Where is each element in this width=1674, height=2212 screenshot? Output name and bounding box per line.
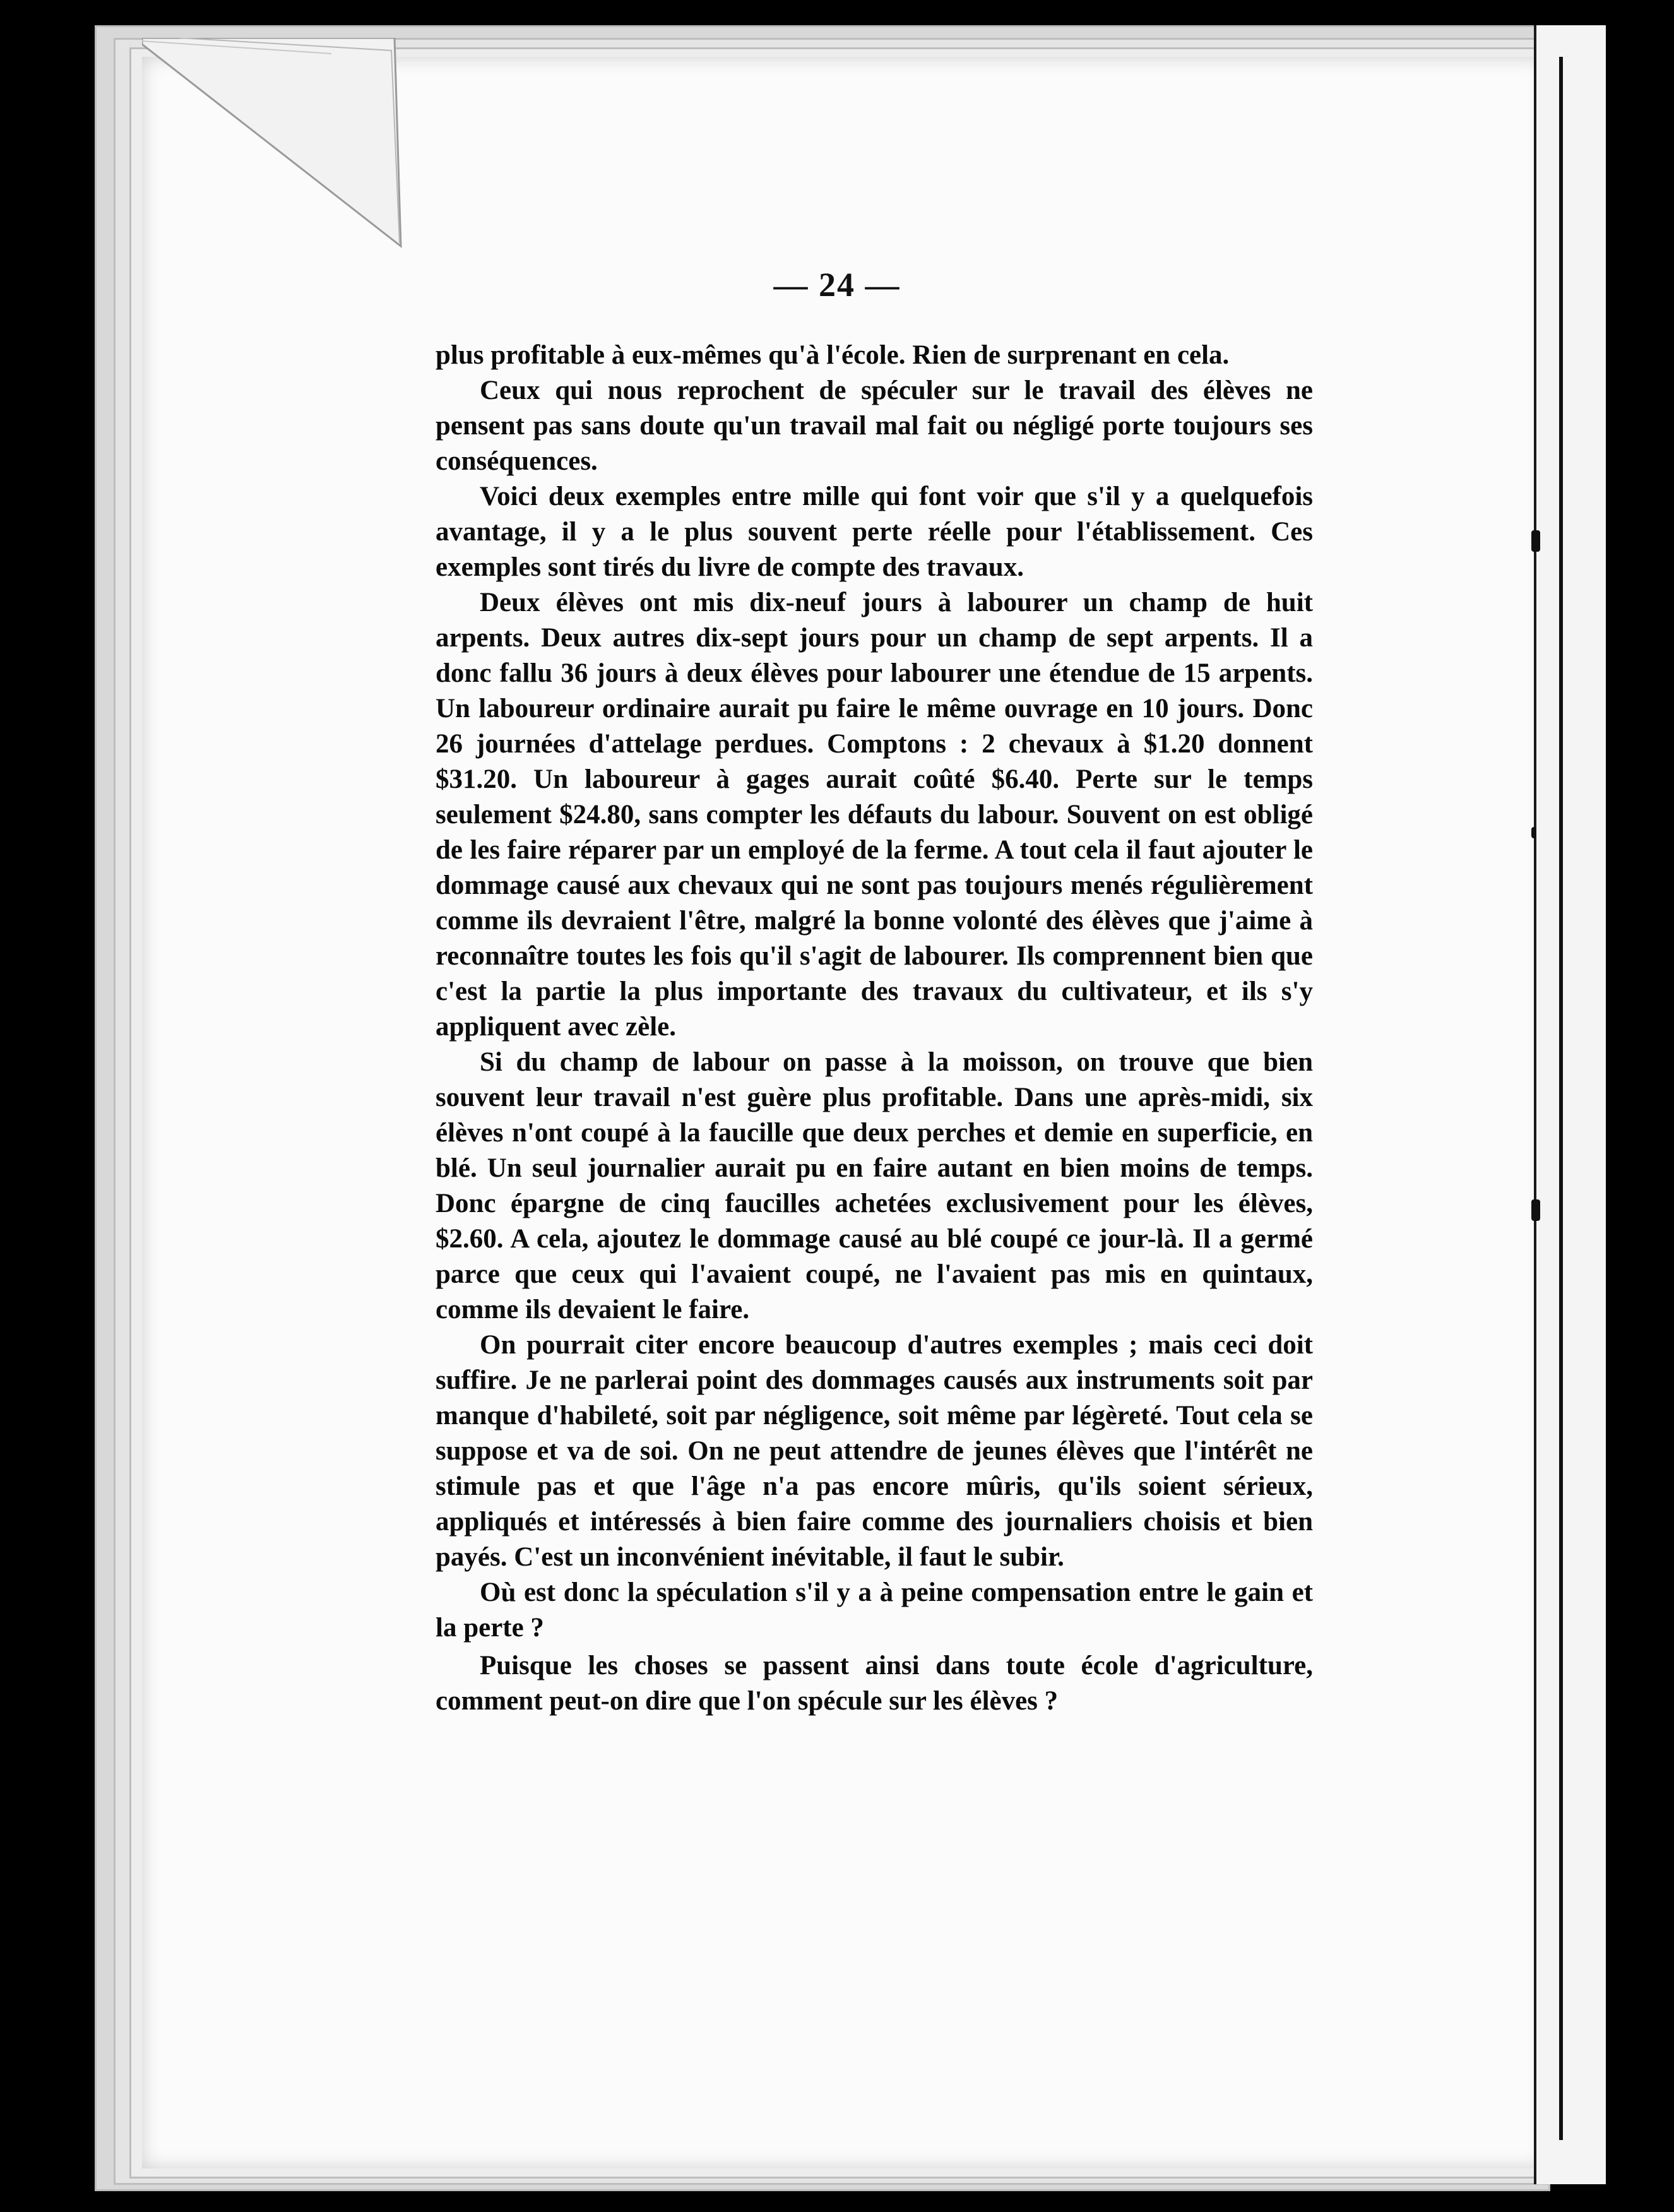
- page-number: [0, 265, 1674, 304]
- paragraph: Puisque les choses se passent ainsi dans toute école d'agriculture, comment peut-on dire que l'on spécule sur les élèves ?: [436, 1651, 1313, 1716]
- page-number-text: — 24 —: [773, 266, 901, 304]
- paragraph: Deux élèves ont mis dix-neuf jours à labourer un champ de huit arpents. Deux autres dix-sept jours pour un champ de sept arpents. Il a donc fallu 36 jours à deux élèves pour labourer une étendue de 15 arpents. Un laboureur ordinaire aurait pu faire le même ouvrage en 10 jours. Donc 26 journées d'attelage perdues. Comptons : 2 chevaux à $1.20 donnent $31.20. Un laboureur à gages aurait coûté $6.40. Perte sur le temps seulement $24.80, sans compter les défauts du labour. Souvent on est obligé de les faire réparer par un employé de la ferme. A tout cela il faut ajouter le dommage causé aux chevaux qui ne sont pas toujours menés régulièrement comme ils devraient l'être, malgré la bonne volonté des élèves que j'aime à reconnaître toutes les fois qu'il s'agit de labourer. Ils comprennent bien que c'est la partie la plus importante des travaux du cultivateur, et ils s'y appliquent avec zèle.: [436, 588, 1313, 1042]
- paragraph: plus profitable à eux-mêmes qu'à l'école. Rien de surprenant en cela.: [436, 340, 1230, 370]
- body-text: [436, 338, 1313, 1719]
- paragraph: On pourrait citer encore beaucoup d'autres exemples ; mais ceci doit suffire. Je ne parlerai point des dommages causés aux instruments soit par manque d'habileté, soit par négligence, soit même par légèreté. Tout cela se suppose et va de soi. On ne peut attendre de jeunes élèves que l'intérêt ne stimule pas et que l'âge n'a pas encore mûris, qu'ils soient sérieux, appliqués et intéressés à bien faire comme des journaliers choisis et bien payés. C'est un inconvénient inévitable, il faut le subir.: [436, 1330, 1313, 1572]
- binding-mark: [1531, 827, 1536, 838]
- paragraph: Où est donc la spéculation s'il y a à peine compensation entre le gain et la perte ?: [436, 1578, 1313, 1643]
- paragraph: Ceux qui nous reprochent de spéculer sur le travail des élèves ne pensent pas sans doute qu'un travail mal fait ou négligé porte toujours ses conséquences.: [436, 376, 1313, 476]
- paragraph: Si du champ de labour on passe à la moisson, on trouve que bien souvent leur travail n'est guère plus profitable. Dans une après-midi, six élèves n'ont coupé à la faucille que deux perches et demie en superficie, en blé. Un seul journalier aurait pu en faire autant en bien moins de temps. Donc épargne de cinq faucilles achetées exclusivement pour les élèves, $2.60. A cela, ajoutez le dommage causé au blé coupé ce jour-là. Il a germé parce que ceux qui l'avaient coupé, ne l'avaient pas mis en quintaux, comme ils devaient le faire.: [436, 1047, 1313, 1324]
- binding-mark: [1531, 1199, 1540, 1221]
- page-binding-strip: [1534, 25, 1606, 2184]
- page-binding-line: [1559, 57, 1563, 2140]
- paragraph: Voici deux exemples entre mille qui font voir que s'il y a quelquefois avantage, il y a le plus souvent perte réelle pour l'établissement. Ces exemples sont tirés du livre de compte des travaux.: [436, 482, 1313, 582]
- binding-mark: [1531, 530, 1540, 552]
- folded-corner-graphic: [142, 38, 407, 253]
